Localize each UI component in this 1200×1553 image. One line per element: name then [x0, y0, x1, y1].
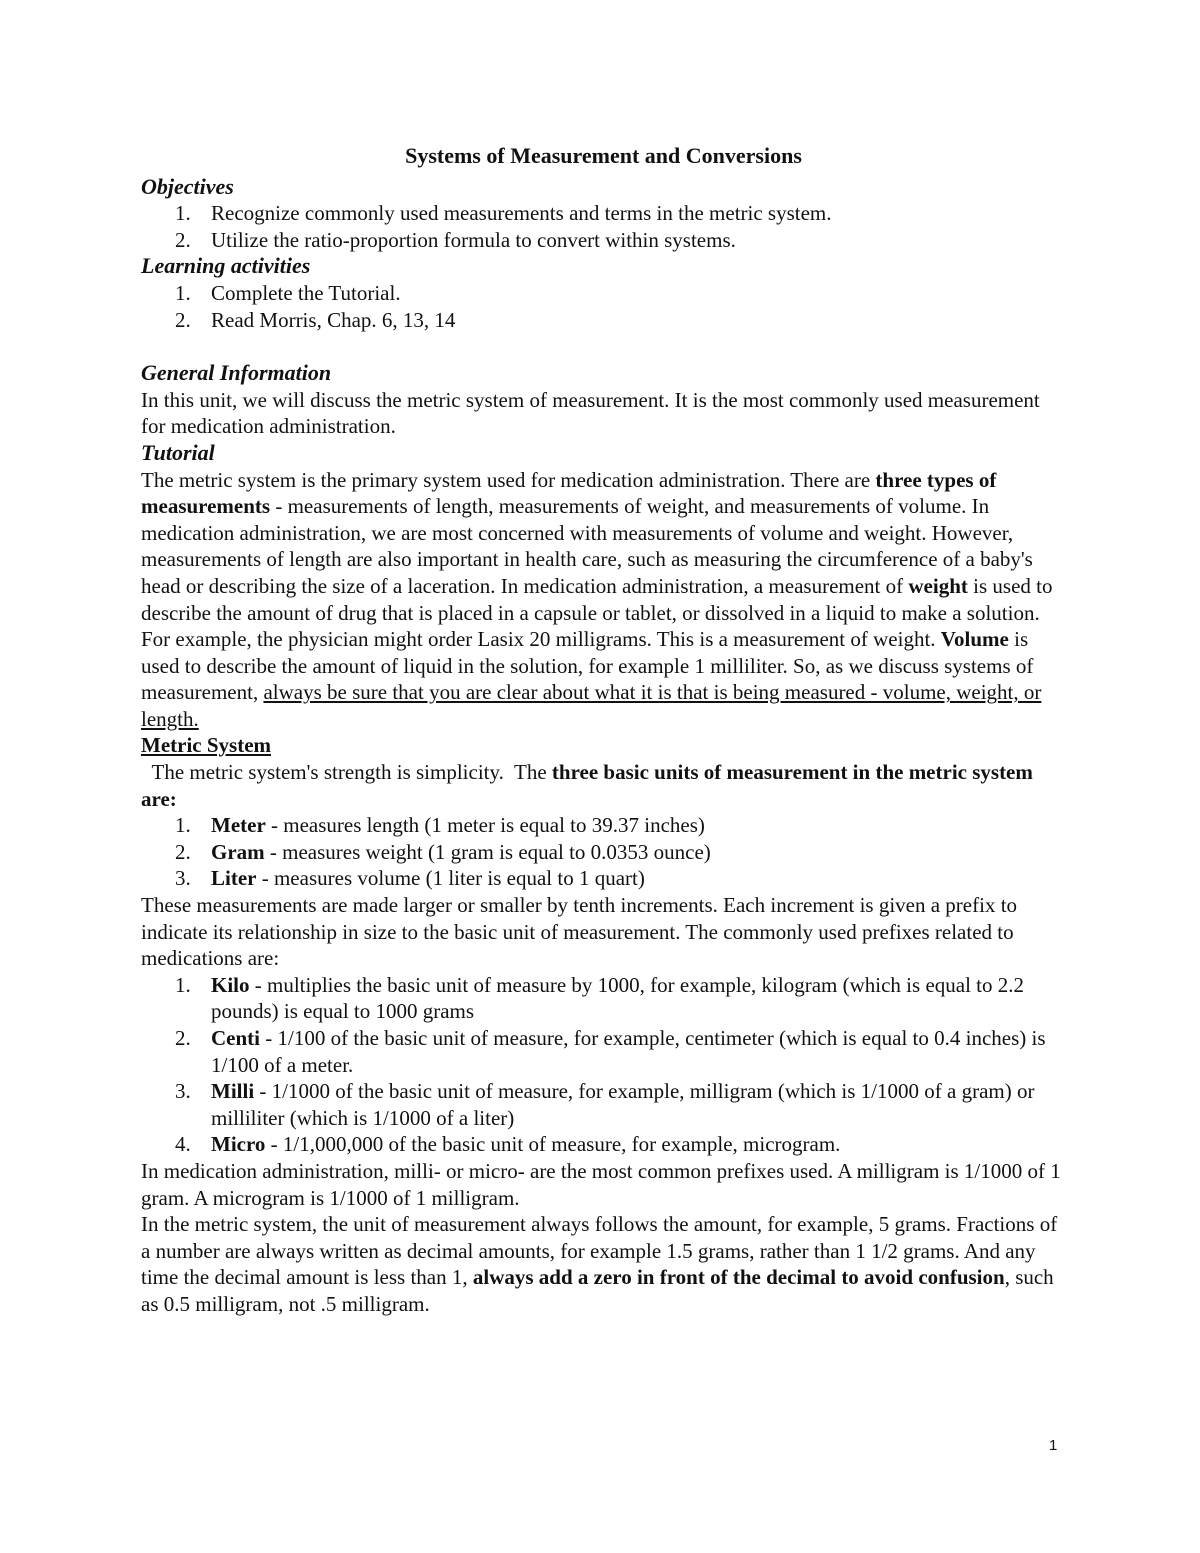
- tutorial-heading: Tutorial: [141, 439, 215, 465]
- prefixes-note: In medication administration, milli- or micro- are the most common prefixes used. A milligram is 1/1000 of 1 gram. A microgram is 1/1000 of 1 milligram.: [141, 1158, 1061, 1210]
- general-information-text: In this unit, we will discuss the metric system of measurement. It is the most commonly used measurement for medication administration.: [141, 387, 1040, 439]
- list-item: 1. Meter - measures length (1 meter is equal to 39.37 inches): [175, 813, 705, 838]
- list-item: 1. Kilo - multiplies the basic unit of measure by 1000, for example, kilogram (which is equal to 2.2 pounds) is equal to 1000 grams: [175, 972, 1025, 1024]
- tutorial-paragraph: The metric system is the primary system used for medication administration. There are three types of measurements - measurements of length, measurements of weight, and measurements of volume. In medication administration, we are most concerned with measurements of volume and weight. However, measurements of length are also important in health care, such as measuring the circumference of a baby's head or describing the size of a laceration. In medication administration, a measurement of weight is used to describe the amount of drug that is placed in a capsule or tablet, or dissolved in a liquid to make a solution. For example, the physician might order Lasix 20 milligrams. This is a measurement of weight. Volume is used to describe the amount of liquid in the solution, for example 1 milliliter. So, as we discuss systems of measurement, always be sure that you are clear about what it is that is being measured - volume, weight, or length.: [141, 467, 1053, 731]
- objectives-list: [141, 200, 1066, 253]
- list-item: 2. Gram - measures weight (1 gram is equal to 0.0353 ounce): [175, 839, 711, 864]
- prefixes-list: [141, 972, 1066, 1158]
- list-item: 2. Centi - 1/100 of the basic unit of measure, for example, centimeter (which is equal to 0.4 inches) is 1/100 of a meter.: [175, 1026, 1046, 1077]
- learning-activities-list: [141, 280, 1066, 333]
- list-item: 4. Micro - 1/1,000,000 of the basic unit of measure, for example, microgram.: [175, 1132, 841, 1157]
- objectives-heading: Objectives: [141, 173, 234, 199]
- list-item: 1. Recognize commonly used measurements and terms in the metric system.: [175, 201, 832, 226]
- metric-system-heading: Metric System: [141, 733, 272, 758]
- document-page: [141, 143, 1066, 1318]
- metric-intro: The metric system's strength is simplicity. The three basic units of measurement in the metric system are:: [141, 760, 1039, 811]
- list-item: 1. Complete the Tutorial.: [175, 280, 401, 305]
- list-item: 3. Liter - measures volume (1 liter is equal to 1 quart): [175, 866, 645, 891]
- list-item: 2. Read Morris, Chap. 6, 13, 14: [175, 307, 456, 332]
- document-title: Systems of Measurement and Conversions: [405, 143, 802, 168]
- units-list: [141, 812, 1066, 892]
- page-number: 1: [1049, 1437, 1058, 1454]
- list-item: 2. Utilize the ratio-proportion formula to convert within systems.: [175, 227, 736, 252]
- decimal-rule: In the metric system, the unit of measurement always follows the amount, for example, 5 grams. Fractions of a number are always written as decimal amounts, for example 1.5 grams, rather than 1 1/2 grams. And any time the decimal amount is less than 1, always add a zero in front of the decimal to avoid confusion, such as 0.5 milligram, not .5 milligram.: [141, 1212, 1058, 1316]
- prefixes-intro: These measurements are made larger or smaller by tenth increments. Each increment is given a prefix to indicate its relationship in size to the basic unit of measurement. The commonly used prefixes related to medications are:: [141, 893, 1018, 971]
- list-item: 3. Milli - 1/1000 of the basic unit of measure, for example, milligram (which is 1/1000 of a gram) or milliliter (which is 1/1000 of a liter): [175, 1079, 1035, 1130]
- spacer: [141, 333, 1066, 360]
- learning-activities-heading: Learning activities: [141, 253, 311, 279]
- general-information-heading: General Information: [141, 360, 332, 386]
